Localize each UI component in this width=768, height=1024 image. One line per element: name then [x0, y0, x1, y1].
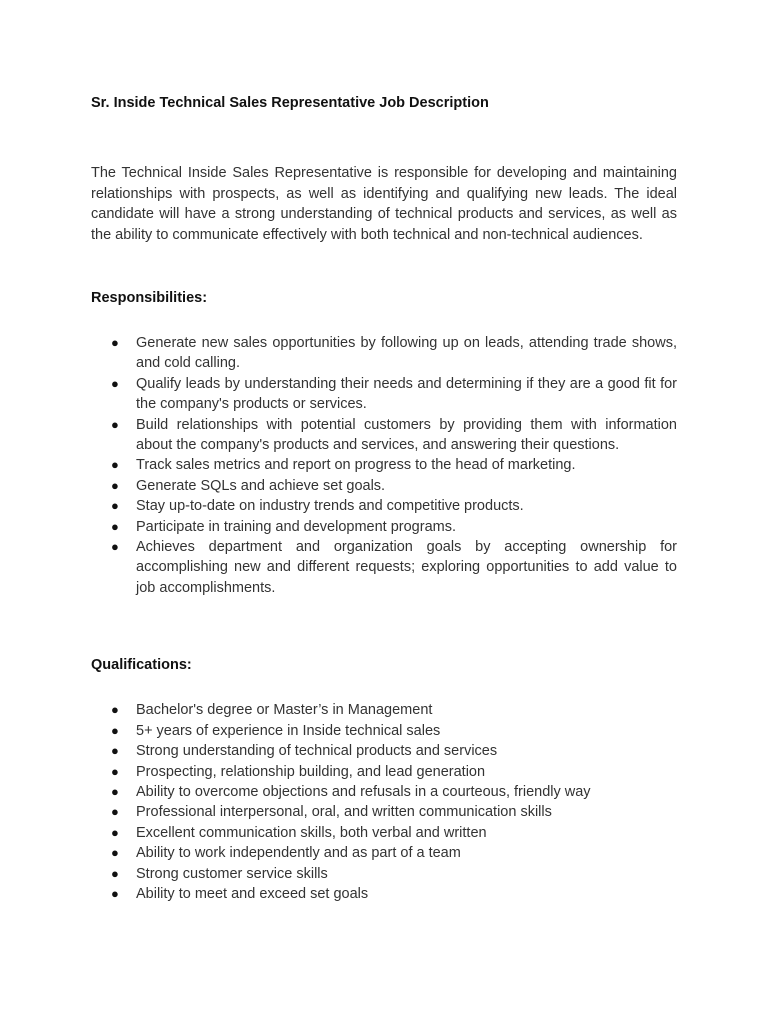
- bullet-icon: ●: [111, 375, 119, 391]
- list-item: [91, 333, 677, 374]
- bullet-icon: ●: [111, 783, 119, 799]
- list-item: [91, 496, 677, 516]
- document-title: Sr. Inside Technical Sales Representative Job Description: [91, 95, 489, 111]
- list-item: [91, 864, 677, 884]
- list-item-text: Ability to overcome objections and refusals in a courteous, friendly way: [136, 783, 591, 800]
- list-item: [91, 884, 677, 904]
- list-item: [91, 782, 677, 802]
- list-item: [91, 415, 677, 456]
- list-item: [91, 721, 677, 741]
- bullet-icon: ●: [111, 498, 119, 514]
- list-item-text: Generate SQLs and achieve set goals.: [136, 477, 386, 494]
- bullet-icon: ●: [111, 824, 119, 840]
- list-item: [91, 374, 677, 415]
- list-item: [91, 843, 677, 863]
- responsibilities-heading: Responsibilities:: [91, 290, 208, 306]
- list-item: [91, 700, 677, 720]
- list-item-text: Stay up-to-date on industry trends and competitive products.: [136, 498, 524, 515]
- bullet-icon: ●: [111, 518, 119, 534]
- qualifications-heading: Qualifications:: [91, 657, 192, 674]
- list-item-text: Participate in training and development programs.: [136, 518, 456, 535]
- bullet-icon: ●: [111, 865, 119, 881]
- bullet-icon: ●: [111, 702, 119, 718]
- bullet-icon: ●: [111, 804, 119, 820]
- list-item: [91, 455, 677, 475]
- list-item: [91, 802, 677, 822]
- list-item-text: Qualify leads by understanding their needs and determining if they are a good fit for the company's products or services.: [136, 375, 677, 413]
- list-item: [91, 741, 677, 761]
- list-item-text: Ability to work independently and as part of a team: [136, 845, 461, 862]
- list-item-text: Excellent communication skills, both verbal and written: [136, 824, 487, 841]
- list-item: [91, 517, 677, 537]
- list-item-text: Bachelor's degree or Master’s in Management: [136, 702, 433, 719]
- bullet-icon: ●: [111, 416, 119, 432]
- list-item-text: 5+ years of experience in Inside technical sales: [136, 722, 441, 739]
- bullet-icon: ●: [111, 335, 119, 350]
- list-item-text: Track sales metrics and report on progress to the head of marketing.: [136, 457, 576, 474]
- bullet-icon: ●: [111, 722, 119, 738]
- list-item-text: Build relationships with potential customers by providing them with information about the company's products and services, and answering their questions.: [136, 416, 677, 454]
- list-item-text: Generate new sales opportunities by following up on leads, attending trade shows, and cold calling.: [136, 335, 677, 372]
- list-item: [91, 823, 677, 843]
- qualifications-list: [91, 700, 677, 904]
- bullet-icon: ●: [111, 763, 119, 779]
- list-item: [91, 762, 677, 782]
- responsibilities-list: [91, 333, 677, 598]
- bullet-icon: ●: [111, 539, 119, 555]
- bullet-icon: ●: [111, 457, 119, 473]
- intro-paragraph: The Technical Inside Sales Representative is responsible for developing and maintaining relationships with prospects, as well as identifying and qualifying new leads. The ideal candidate will have a strong understanding of technical products and services, as well as the ability to communicate effectively with both technical and non-technical audiences.: [91, 165, 677, 243]
- list-item-text: Prospecting, relationship building, and lead generation: [136, 763, 486, 780]
- list-item-text: Strong understanding of technical products and services: [136, 743, 498, 760]
- list-item-text: Professional interpersonal, oral, and written communication skills: [136, 804, 552, 821]
- list-item: [91, 476, 677, 496]
- bullet-icon: ●: [111, 743, 119, 759]
- bullet-icon: ●: [111, 885, 119, 901]
- list-item: [91, 537, 677, 598]
- bullet-icon: ●: [111, 477, 119, 493]
- list-item-text: Achieves department and organization goals by accepting ownership for accomplishing new and different requests; exploring opportunities to add value to job accomplishments.: [136, 539, 677, 596]
- bullet-icon: ●: [111, 845, 119, 861]
- list-item-text: Strong customer service skills: [136, 865, 328, 882]
- document-page: [91, 93, 677, 904]
- list-item-text: Ability to meet and exceed set goals: [136, 885, 369, 902]
